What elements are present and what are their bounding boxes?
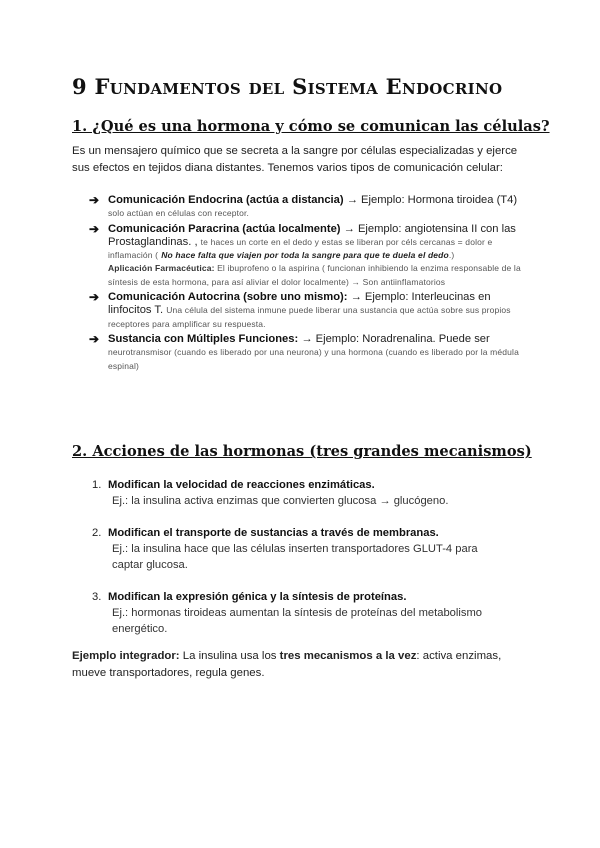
integrador-text-b: : activa enzimas, mueve transportadores, regula genes. xyxy=(72,650,502,679)
item-number: 2. xyxy=(92,527,102,539)
item-example: Ej.: hormonas tiroideas aumentan la síntesis de proteínas del metabolismo energético. xyxy=(112,607,483,635)
item-heading: Modifican la expresión génica y la síntesis de proteínas. xyxy=(108,591,407,603)
section2-heading: 2. Acciones de las hormonas (tres grandes mecanismos) xyxy=(72,443,532,460)
item-label: Comunicación Paracrina (actúa localmente) xyxy=(108,222,341,235)
item-note: neurotransmisor (cuando es liberado por una neurona) y una hormona (cuando es liberado por la médula espinal) xyxy=(108,347,519,371)
item-text: Ejemplo: angiotensina II con las Prostaglandinas. , xyxy=(108,222,516,248)
integrador-text-a: La insulina usa los xyxy=(182,650,277,662)
pharma-text: El ibuprofeno o la aspirina ( funcionan inhibiendo la enzima responsable de la síntesis de esta hormona, para así aliviar el dolor localmente) → Son antiinflamatorios xyxy=(108,263,521,287)
item-example: Ej.: la insulina hace que las células inserten transportadores GLUT-4 para captar glucosa. xyxy=(112,543,478,571)
item-heading: Modifican el transporte de sustancias a través de membranas. xyxy=(108,527,439,539)
item-note: Una célula del sistema inmune puede liberar una sustancia que actúa sobre sus propios receptores para amplificar su respuesta. xyxy=(108,305,511,329)
arrow-bullet-icon: ➔ xyxy=(89,193,100,207)
item-note: te haces un corte en el dedo y estas se liberan por céls cercanas = dolor e inflamación ( xyxy=(108,236,493,261)
list-item-endocrina xyxy=(89,194,529,221)
item-text: Ejemplo: Interleucinas en linfocitos T. xyxy=(108,291,491,317)
item-number: 1. xyxy=(92,479,102,491)
item-label: Comunicación Autocrina (sobre uno mismo): xyxy=(108,291,348,304)
arrow-icon: → xyxy=(350,291,362,304)
list-item-paracrina xyxy=(89,223,529,289)
integrador-label: Ejemplo integrador: xyxy=(72,650,180,662)
arrow-bullet-icon: ➔ xyxy=(89,290,100,305)
item-label: Comunicación Endocrina (actúa a distancia) xyxy=(108,194,344,206)
integrador-bold: tres mecanismos a la vez xyxy=(279,650,417,662)
mechanism-item-2 xyxy=(92,525,532,573)
page-title xyxy=(72,74,502,99)
pharma-label: Aplicación Farmacéutica: xyxy=(108,263,215,274)
arrow-icon: → xyxy=(346,194,358,206)
list-item-multiples-funciones xyxy=(89,333,529,373)
item-text: Ejemplo: Noradrenalina. Puede ser xyxy=(315,332,490,345)
title-text: Fundamentos del Sistema Endocrino xyxy=(94,74,503,99)
arrow-bullet-icon: ➔ xyxy=(89,221,100,236)
mechanism-item-3 xyxy=(92,589,532,637)
item-note: solo actúan en células con receptor. xyxy=(108,208,250,219)
item-heading: Modifican la velocidad de reacciones enzimáticas. xyxy=(108,479,375,491)
item-note-emphasis: No hace falta que viajen por toda la sangre para que te duela el dedo xyxy=(161,250,449,261)
communication-types-list xyxy=(89,194,529,373)
item-text: Ejemplo: Hormona tiroidea (T4) xyxy=(361,194,518,206)
arrow-icon: → xyxy=(301,332,313,345)
item-label: Sustancia con Múltiples Funciones: xyxy=(108,332,299,345)
mechanism-item-1 xyxy=(92,477,532,509)
item-example: Ej.: la insulina activa enzimas que convierten glucosa → glucógeno. xyxy=(112,495,449,507)
title-number: 9 xyxy=(72,74,87,99)
arrow-bullet-icon: ➔ xyxy=(89,331,100,346)
section1-heading: 1. ¿Qué es una hormona y cómo se comunican las células? xyxy=(72,118,550,135)
item-number: 3. xyxy=(92,591,102,603)
integrador-paragraph xyxy=(72,648,532,681)
section1-intro: Es un mensajero químico que se secreta a la sangre por células especializadas y ejerce sus efectos en tejidos diana distantes. Tenemos varios tipos de comunicación celular: xyxy=(72,145,518,174)
list-item-autocrina xyxy=(89,291,529,331)
arrow-icon: → xyxy=(343,222,355,235)
item-note-end: .) xyxy=(448,250,455,261)
pharma-note xyxy=(108,263,521,286)
